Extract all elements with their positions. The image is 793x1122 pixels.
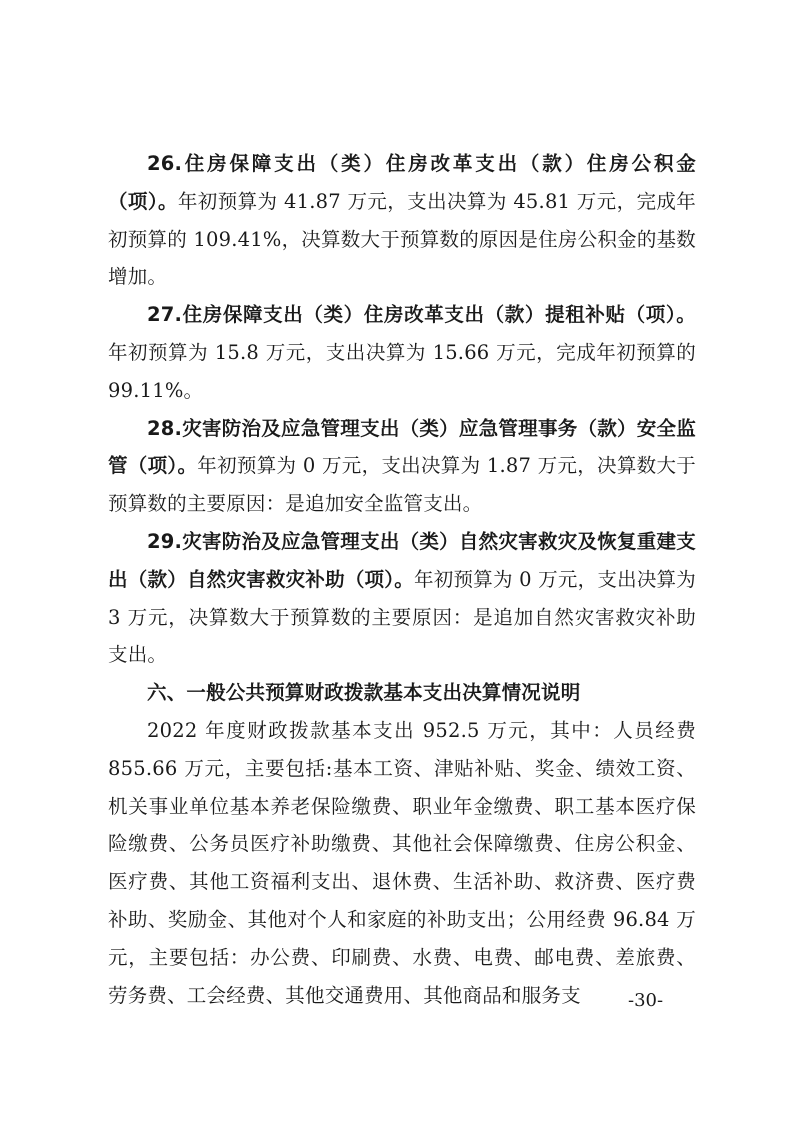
item-28-heading: 28.灾害防治及应急管理支出（类）应急管理事务（款）安全监管（项）。	[108, 416, 696, 478]
item-28-paragraph	[108, 410, 696, 523]
document-page	[108, 145, 696, 1014]
item-29-text: 年初预算为 0 万元，支出决算为 3 万元，决算数大于预算数的主要原因：是追加自然灾害救灾补助支出。	[108, 567, 696, 667]
item-29-paragraph	[108, 523, 696, 674]
item-26-text: 年初预算为 41.87 万元，支出决算为 45.81 万元，完成年初预算的 109.41%，决算数大于预算数的原因是住房公积金的基数增加。	[108, 189, 696, 289]
item-27-heading: 27.住房保障支出（类）住房改革支出（款）提租补贴（项）。	[147, 303, 696, 327]
section-paragraph: 2022 年度财政拨款基本支出 952.5 万元，其中：人员经费 855.66 万元，主要包括:基本工资、津贴补贴、奖金、绩效工资、机关事业单位基本养老保险缴费、职业年金缴费、职工基本医疗保险缴费、公务员医疗补助缴费、其他社会保障缴费、住房公积金、医疗费、其他工资福利支出、退休费、生活补助、救济费、医疗费补助、奖励金、其他对个人和家庭的补助支出；公用经费 96.84 万元，主要包括：办公费、印刷费、水费、电费、邮电费、差旅费、劳务费、工会经费、其他交通费用、其他商品和服务支	[108, 718, 696, 1007]
item-29-heading: 29.灾害防治及应急管理支出（类）自然灾害救灾及恢复重建支出（款）自然灾害救灾补助（项）。	[108, 529, 696, 591]
section-heading: 六、一般公共预算财政拨款基本支出决算情况说明	[147, 681, 581, 705]
item-28-text: 年初预算为 0 万元，支出决算为 1.87 万元，决算数大于预算数的主要原因：是追加安全监管支出。	[108, 454, 696, 516]
item-26-heading: 26.住房保障支出（类）住房改革支出（款）住房公积金（项）。	[108, 152, 696, 213]
item-27-text: 年初预算为 15.8 万元，支出决算为 15.66 万元，完成年初预算的 99.11%。	[108, 340, 696, 402]
item-27-paragraph	[108, 296, 696, 409]
item-26-paragraph	[108, 145, 696, 296]
page-number: -30-	[628, 990, 664, 1011]
